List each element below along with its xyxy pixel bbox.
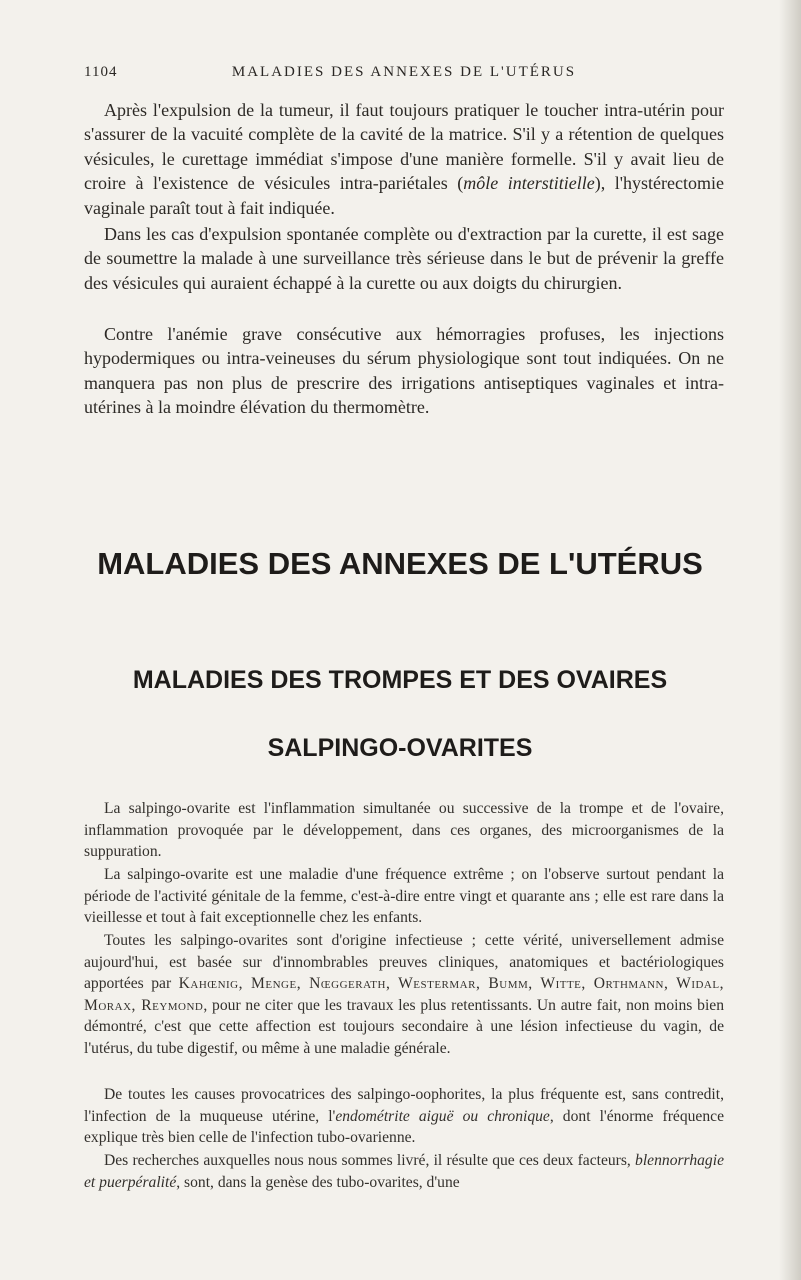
intro-paragraph-1: Après l'expulsion de la tumeur, il faut toujours pratiquer le toucher intra-utérin pour s'assurer de la vacuité complète de la cavité de la matrice. S'il y a rétention de quelques vésicules, le curettage immédiat s'impose d'une manière formelle. S'il y avait lieu de croire à l'existence de vésicules intra-pariétales (môle interstitielle), l'hystérectomie vaginale paraît tout à fait indiquée. [84, 100, 724, 218]
page-number: 1104 [84, 64, 118, 80]
body-paragraph-3: Toutes les salpingo-ovarites sont d'origine infectieuse ; cette vérité, universellement admise aujourd'hui, est basée sur d'innombrables preuves cliniques, anatomiques et bactériologiques apportées par Kahœnig, Menge, Nœggerath, Westermar, Bumm, Witte, Orthmann, Widal, Morax, Reymond, pour ne citer que les travaux les plus retentissants. Un autre fait, non moins bien démontré, c'est que cette affection est toujours secondaire à une lésion infectieuse du vagin, de l'utérus, du tube digestif, ou même à une maladie générale. [84, 932, 724, 1057]
author-names: Kahœnig, Menge, Nœggerath, Westermar, Bumm, Witte, Orthmann, Widal, Morax, Reymond [84, 975, 724, 1014]
page-edge-shadow [779, 0, 801, 1280]
emphasis-mole: môle interstitielle [463, 173, 595, 194]
body-paragraph-5: Des recherches auxquelles nous nous sommes livré, il résulte que ces deux facteurs, blennorrhagie et puerpéralité, sont, dans la genèse des tubo-ovarites, d'une [84, 1152, 724, 1191]
running-head [84, 64, 724, 86]
body-paragraph-2: La salpingo-ovarite est une maladie d'une fréquence extrême ; on l'observe surtout pendant la période de l'activité génitale de la femme, c'est-à-dire entre vingt et quarante ans ; elle est rare dans la vieillesse et tout à fait exceptionnelle chez les enfants. [84, 866, 724, 927]
emphasis-factors: blennorrhagie et puerpéralité [84, 1152, 724, 1191]
running-title: MALADIES DES ANNEXES DE L'UTÉRUS [231, 64, 577, 80]
intro-paragraph-2: Dans les cas d'expulsion spontanée complète ou d'extraction par la curette, il est sage de soumettre la malade à une surveillance très sérieuse dans le but de prévenir la greffe des vésicules qui auraient échappé à la curette ou aux doigts du chirurgien. [84, 224, 724, 293]
body-paragraph-4: De toutes les causes provocatrices des salpingo-oophorites, la plus fréquente est, sans contredit, l'infection de la muqueuse utérine, l'endométrite aiguë ou chronique, dont l'énorme fréquence explique très bien celle de l'infection tubo-ovarienne. [84, 1086, 724, 1147]
section-heading: SALPINGO-OVARITES [267, 734, 533, 762]
body-paragraph-1: La salpingo-ovarite est l'inflammation simultanée ou successive de la trompe et de l'ovaire, inflammation provoquée par le développement, dans ces organes, des microorganismes de la suppuration. [84, 800, 724, 861]
sub-heading: MALADIES DES TROMPES ET DES OVAIRES [132, 666, 668, 694]
intro-paragraph-3: Contre l'anémie grave consécutive aux hémorragies profuses, les injections hypodermiques ou intra-veineuses du sérum physiologique sont tout indiquées. On ne manquera pas non plus de prescrire des irrigations antiseptiques vaginales et intra-utérines à la moindre élévation du thermomètre. [84, 324, 724, 418]
emphasis-endometrite: endométrite aiguë ou chronique [335, 1107, 550, 1125]
main-heading: MALADIES DES ANNEXES DE L'UTÉRUS [97, 546, 703, 581]
